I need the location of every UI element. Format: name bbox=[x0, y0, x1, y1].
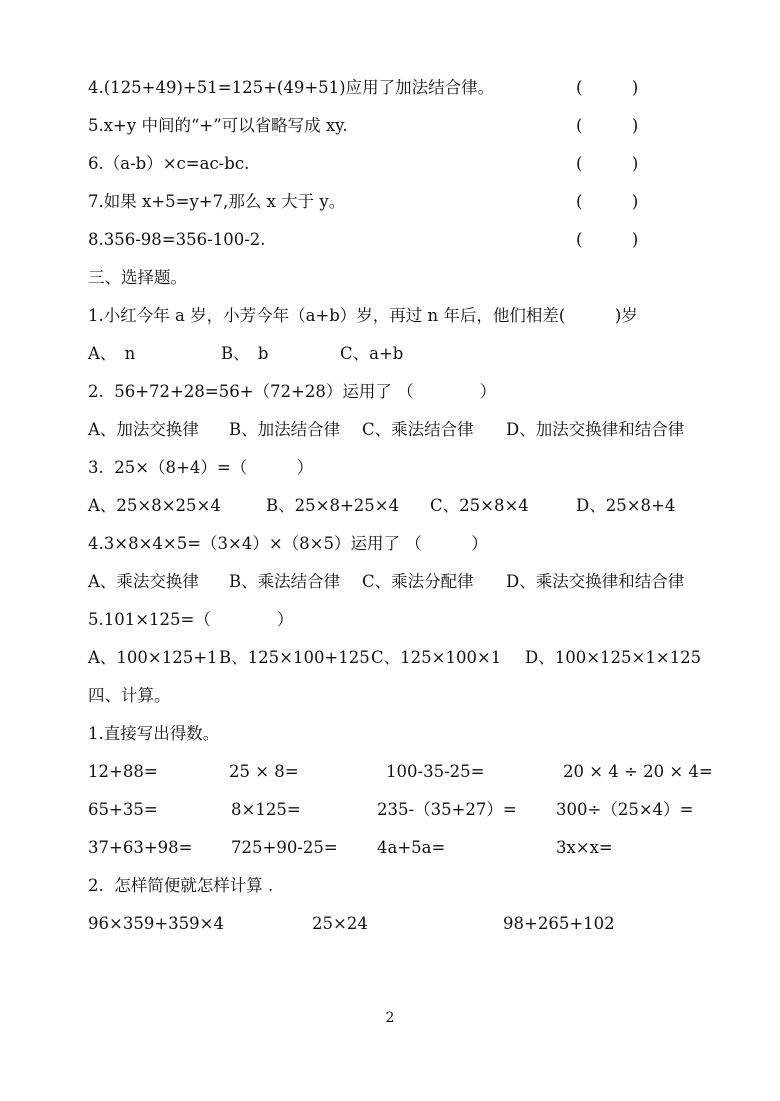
choice-q1-option-b: B、 b bbox=[221, 344, 269, 363]
choice-q1: 1.小红今年 a 岁，小芳今年（a+b）岁，再过 n 年后，他们相差( )岁 bbox=[88, 306, 638, 325]
calc-cell: 12+88= bbox=[88, 762, 158, 781]
judge-item-8: 8.356-98=356-100-2. bbox=[88, 230, 266, 249]
calc-cell: 25 × 8= bbox=[229, 762, 299, 781]
calc-cell: 37+63+98= bbox=[88, 838, 193, 857]
calc-sub2-title: 2. 怎样简便就怎样计算 . bbox=[88, 876, 274, 895]
choice-q1-option-c: C、a+b bbox=[340, 344, 404, 363]
choice-q2-option-b: B、加法结合律 bbox=[229, 420, 341, 439]
calc-cell: 20 × 4 ÷ 20 × 4= bbox=[563, 762, 713, 781]
calc-cell: 235-（35+27）= bbox=[377, 800, 517, 819]
section-title-calc: 四、计算。 bbox=[88, 686, 171, 705]
calc-cell: 98+265+102 bbox=[503, 914, 615, 933]
answer-blank-7: ( ) bbox=[576, 192, 639, 211]
choice-q5: 5.101×125=（ ） bbox=[88, 610, 294, 629]
section-title-choice: 三、选择题。 bbox=[88, 268, 187, 287]
choice-q2-option-c: C、乘法结合律 bbox=[362, 420, 474, 439]
choice-q3: 3. 25×（8+4）=（ ） bbox=[88, 458, 314, 477]
page-number: 2 bbox=[385, 1010, 395, 1026]
answer-blank-4: ( ) bbox=[576, 78, 639, 97]
calc-cell: 3x×x= bbox=[556, 838, 613, 857]
choice-q1-option-a: A、 n bbox=[88, 344, 136, 363]
judge-item-5: 5.x+y 中间的“+”可以省略写成 xy. bbox=[88, 116, 348, 135]
calc-cell: 100-35-25= bbox=[386, 762, 485, 781]
choice-q2: 2. 56+72+28=56+（72+28）运用了 （ ） bbox=[88, 382, 497, 401]
answer-blank-8: ( ) bbox=[576, 230, 639, 249]
choice-q5-option-b: B、125×100+125 bbox=[219, 648, 370, 667]
choice-q3-option-c: C、25×8×4 bbox=[430, 496, 529, 515]
choice-q4: 4.3×8×4×5=（3×4）×（8×5）运用了 （ ） bbox=[88, 534, 488, 553]
choice-q4-option-a: A、乘法交换律 bbox=[88, 572, 199, 591]
choice-q5-option-d: D、100×125×1×125 bbox=[525, 648, 702, 667]
calc-cell: 25×24 bbox=[312, 914, 368, 933]
answer-blank-5: ( ) bbox=[576, 116, 639, 135]
calc-cell: 300÷（25×4）= bbox=[556, 800, 694, 819]
calc-sub1-title: 1.直接写出得数。 bbox=[88, 724, 220, 743]
choice-q4-option-c: C、乘法分配律 bbox=[362, 572, 474, 591]
calc-cell: 4a+5a= bbox=[377, 838, 446, 857]
choice-q2-option-a: A、加法交换律 bbox=[88, 420, 199, 439]
choice-q4-option-d: D、乘法交换律和结合律 bbox=[506, 572, 685, 591]
judge-item-7: 7.如果 x+5=y+7,那么 x 大于 y。 bbox=[88, 192, 346, 211]
choice-q3-option-d: D、25×8+4 bbox=[576, 496, 676, 515]
choice-q2-option-d: D、加法交换律和结合律 bbox=[506, 420, 685, 439]
choice-q5-option-c: C、125×100×1 bbox=[371, 648, 502, 667]
choice-q4-option-b: B、乘法结合律 bbox=[229, 572, 341, 591]
calc-cell: 725+90-25= bbox=[231, 838, 338, 857]
choice-q3-option-b: B、25×8+25×4 bbox=[266, 496, 400, 515]
choice-q5-option-a: A、100×125+1 bbox=[88, 648, 218, 667]
calc-cell: 8×125= bbox=[231, 800, 301, 819]
choice-q3-option-a: A、25×8×25×4 bbox=[88, 496, 221, 515]
calc-cell: 96×359+359×4 bbox=[88, 914, 224, 933]
calc-cell: 65+35= bbox=[88, 800, 158, 819]
judge-item-6: 6.（a-b）×c=ac-bc. bbox=[88, 154, 250, 173]
judge-item-4: 4.(125+49)+51=125+(49+51)应用了加法结合律。 bbox=[88, 78, 495, 97]
answer-blank-6: ( ) bbox=[576, 154, 639, 173]
